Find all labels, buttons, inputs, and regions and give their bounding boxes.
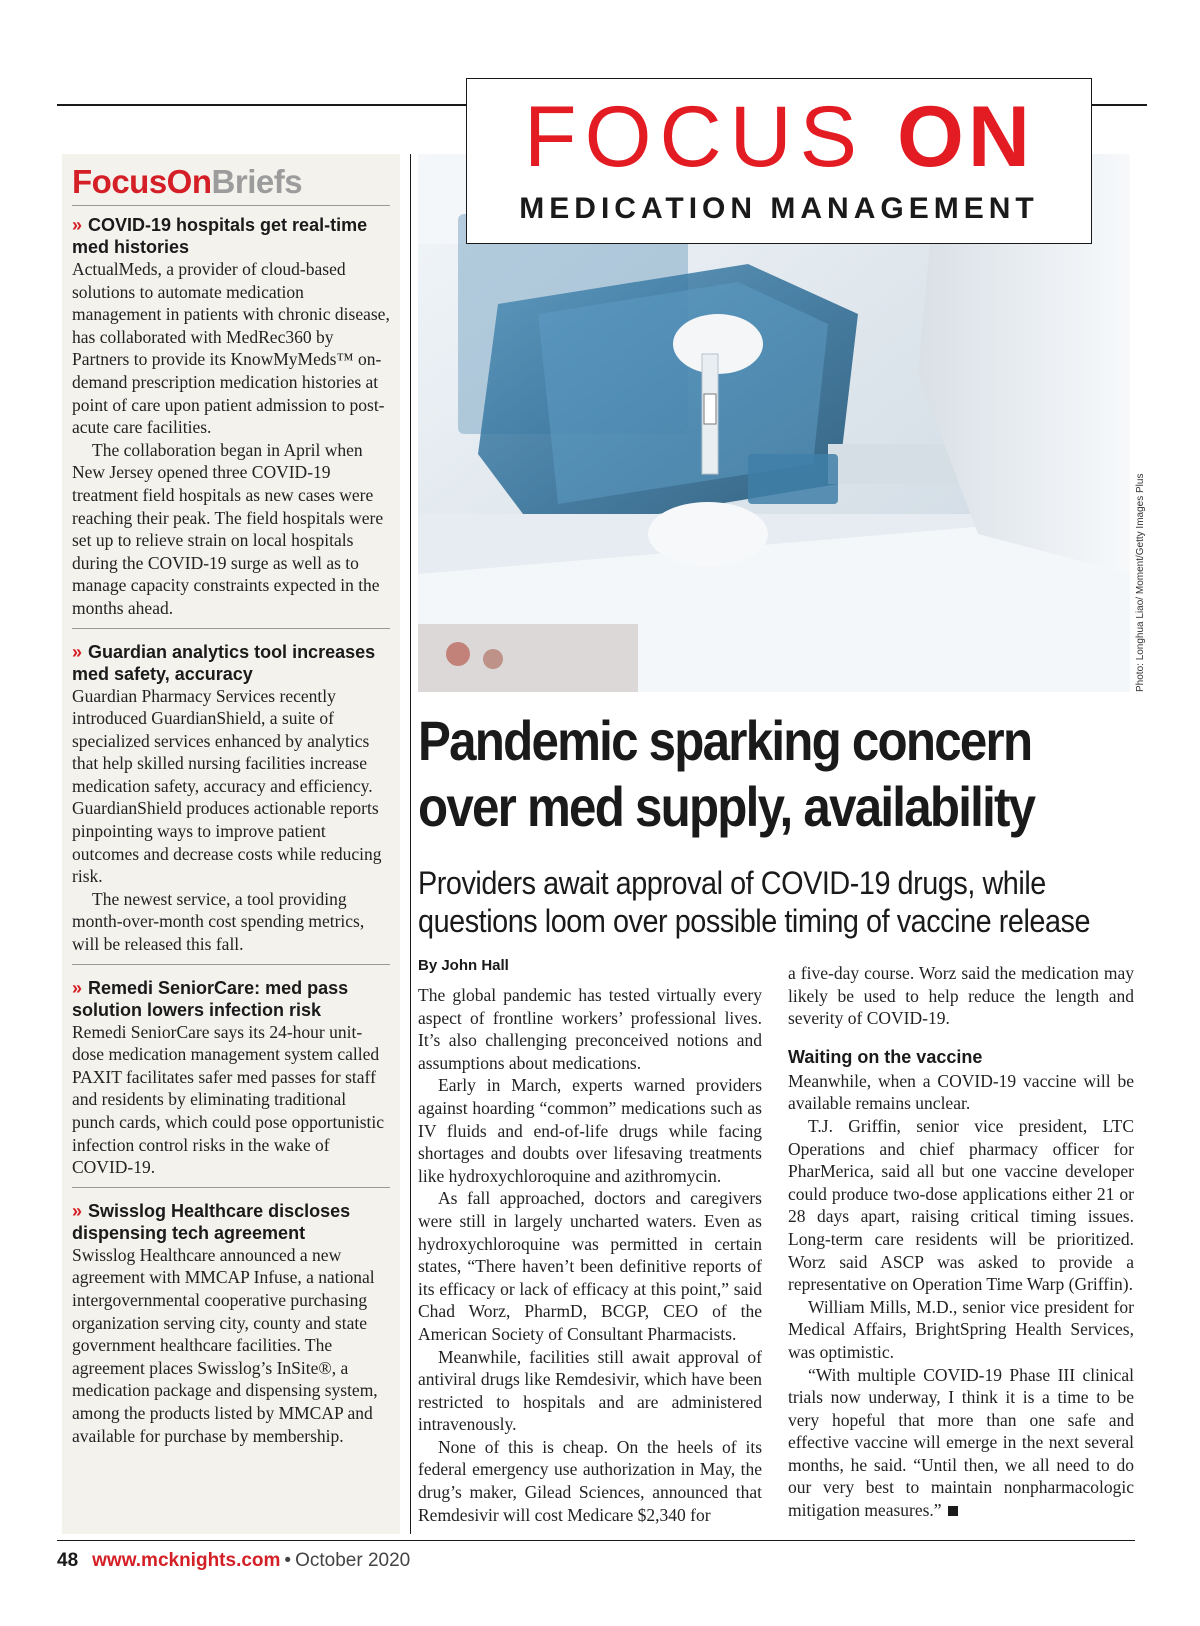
brief-item — [72, 1200, 390, 1455]
article-paragraph: “With multiple COVID-19 Phase III clinical trials now underway, I think it is a time to be very hopeful that more than one safe and effective vaccine will emerge in the next several months, he said. “Until then, we all need to do our very best to maintain nonpharmacologic mitigation measures.” — [788, 1364, 1134, 1521]
article-paragraph: Meanwhile, when a COVID-19 vaccine will be available remains unclear. — [788, 1070, 1134, 1114]
article-paragraph: William Mills, M.D., senior vice president for Medical Affairs, BrightSpring Health Services, was optimistic. — [788, 1296, 1134, 1362]
brief-paragraph: The newest service, a tool providing month-over-month cost spending metrics, will be released this fall. — [72, 888, 365, 955]
briefs-title-focuson: FocusOn — [72, 163, 212, 200]
article-paragraph: The global pandemic has tested virtually every aspect of frontline workers’ professional lives. It’s also challenging preconceived notions and assumptions about medications. — [418, 985, 762, 1073]
on-word: ON — [896, 89, 1034, 185]
article-paragraph: T.J. Griffin, senior vice president, LTC Operations and chief pharmacy officer for PharMerica, said all but one vaccine developer could produce two-dose applications either 21 or 28 days apart, raising critical timing issues. Long-term care residents will be prioritized. Worz said ASCP was asked to provide a representative on Operation Time Warp (Griffin). — [788, 1115, 1134, 1295]
chevron-icon: » — [72, 215, 83, 235]
article-column-1 — [418, 956, 762, 1526]
brief-paragraph: ActualMeds, a provider of cloud-based solutions to automate medication management in patients with chronic disease, has collaborated with MedRec360 by Partners to provide its KnowMyMeds™ on-demand prescription medication histories at point of care upon patient admission to post-acute care facilities. — [72, 259, 390, 438]
article-headline: Pandemic sparking concern over med supply, availability — [418, 709, 1035, 838]
brief-item — [72, 641, 390, 965]
article-paragraph: As fall approached, doctors and caregivers were still in largely uncharted waters. Even as hydroxychloroquine was permitted in certain states, “There haven’t been definitive reports of its efficacy or lack of efficacy at this point,” said Chad Worz, PharmD, BCGP, CEO of the American Society of Consultant Pharmacists. — [418, 1188, 762, 1344]
brief-paragraph: Swisslog Healthcare announced a new agreement with MMCAP Infuse, a national intergovernmental cooperative purchasing organization serving city, county and state government healthcare facilities. The agreement places Swisslog’s InSite®, a medication package and dispensing system, among the products listed by MMCAP and available for purchase by membership. — [72, 1244, 378, 1446]
footer-rule — [57, 1540, 1135, 1541]
focus-on-title — [467, 87, 1091, 187]
article-paragraph: Early in March, experts warned providers against hoarding “common” medications such as IV fluids and end-of-life drugs while facing shortages and doubts over lifesaving treatments like hydroxychloroquine and azithromycin. — [418, 1075, 762, 1186]
brief-paragraph: The collaboration began in April when New Jersey opened three COVID-19 treatment field hospitals as new cases were reaching their peak. The field hospitals were set up to relieve strain on local hospitals during the COVID-19 surge as well as to manage capacity constraints expected in the months ahead. — [72, 439, 384, 618]
article-subhead: Waiting on the vaccine — [788, 1046, 983, 1067]
page-number: 48 — [57, 1550, 79, 1571]
page-footer — [57, 1548, 410, 1574]
brief-heading: » Guardian analytics tool increases med safety, accuracy — [72, 641, 376, 684]
briefs-title — [72, 162, 390, 206]
brief-paragraph: Guardian Pharmacy Services recently introduced GuardianShield, a suite of specialized services enhanced by analytics that help skilled nursing facilities increase medication safety, accuracy and efficiency. GuardianShield produces actionable reports pinpointing ways to improve patient outcomes and decrease costs while reducing risk. — [72, 685, 382, 887]
footer-separator: • — [284, 1550, 292, 1571]
article-paragraph: Meanwhile, facilities still await approval of antiviral drugs like Remdesivir, which have been restricted to hospitals and are administered intravenously. — [418, 1346, 762, 1435]
brief-heading: » COVID-19 hospitals get real-time med histories — [72, 215, 368, 257]
chevron-icon: » — [72, 1200, 83, 1221]
brief-paragraph: Remedi SeniorCare says its 24-hour unit-dose medication management system called PAXIT facilitates safer med passes for staff and residents by eliminating traditional punch cards, which could pose opportunistic infection control risks in the wake of COVID-19. — [72, 1021, 385, 1178]
article-paragraph: a five-day course. Worz said the medication may likely be used to help reduce the length and severity of COVID-19. — [788, 963, 1134, 1029]
issue-date: October 2020 — [295, 1550, 411, 1571]
focus-on-header — [466, 78, 1092, 244]
article-column-2 — [788, 962, 1134, 1522]
article-paragraph: None of this is cheap. On the heels of its federal emergency use authorization in May, the drug’s maker, Gilead Sciences, announced that Remdesivir will cost Medicare $2,340 for — [418, 1436, 762, 1525]
section-subtitle: MEDICATION MANAGEMENT — [519, 192, 1039, 225]
photo-credit: Photo: Longhua Liao/ Moment/Getty Images Plus — [1135, 473, 1146, 692]
byline: By John Hall — [418, 957, 509, 974]
focus-word: FOCUS — [524, 89, 866, 185]
chevron-icon: » — [72, 641, 83, 662]
chevron-icon: » — [72, 977, 83, 998]
briefs-sidebar — [62, 154, 400, 1534]
article-deck: Providers await approval of COVID-19 drugs, while questions loom over possible timing of vaccine release — [418, 865, 1091, 939]
briefs-title-briefs: Briefs — [211, 163, 303, 200]
brief-item — [72, 214, 390, 629]
brief-heading: » Swisslog Healthcare discloses dispensing tech agreement — [72, 1200, 351, 1243]
end-mark-icon — [948, 1506, 958, 1516]
brief-heading: » Remedi SeniorCare: med pass solution lowers infection risk — [72, 977, 349, 1020]
site-url[interactable]: www.mcknights.com — [92, 1550, 281, 1571]
brief-item — [72, 977, 390, 1188]
column-divider — [410, 154, 411, 1534]
